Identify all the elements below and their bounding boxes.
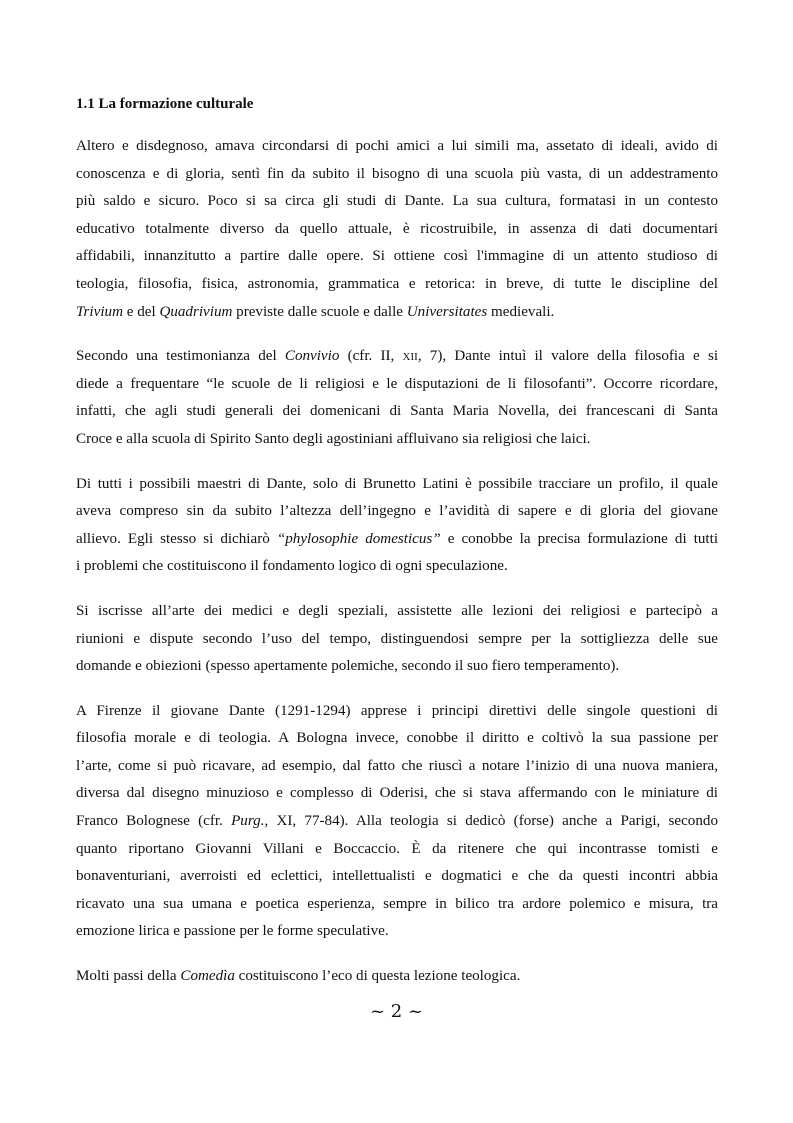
- paragraph: [76, 133, 718, 326]
- text-line: [76, 398, 718, 426]
- paragraph: [76, 343, 718, 453]
- text-line: [76, 808, 718, 836]
- text-line: [76, 343, 718, 371]
- page-number: ~ 2 ~: [369, 1001, 424, 1022]
- text-run: infatti, che agli studi generali dei domenicani di Santa Maria Novella, dei francescani di Santa: [76, 403, 718, 420]
- text-run: l’arte, come si può ricavare, ad esempio, dal fatto che riuscì a notare l’inizio di una nuova maniera,: [76, 757, 718, 774]
- text-run: e conobbe la precisa formulazione di tutti: [440, 530, 719, 547]
- text-line: [76, 725, 718, 753]
- text-run: XI, 77-84). Alla teologia si dedicò (forse) anche a Parigi, secondo: [268, 813, 718, 830]
- text-run: educativo totalmente diverso da quello attuale, è ricostruibile, in assenza di dati documentari: [76, 220, 718, 237]
- text-run: (cfr. II,: [339, 348, 403, 365]
- text-run: riunioni e dispute secondo l’uso del tempo, distinguendosi sempre per la sottigliezza delle sue: [76, 630, 718, 647]
- text-line: [76, 498, 718, 526]
- italic-run: Universitates: [406, 303, 488, 320]
- text-run: più saldo e sicuro. Poco si sa circa gli studi di Dante. La sua cultura, formatasi in un contesto: [76, 193, 718, 210]
- italic-run: Quadrivium: [159, 303, 233, 320]
- text-line: [76, 863, 718, 891]
- text-line: [76, 918, 718, 946]
- text-run: e del: [122, 303, 160, 320]
- text-line: [76, 526, 718, 554]
- text-line: [76, 626, 718, 654]
- text-line: [76, 963, 718, 991]
- section-heading: 1.1 La formazione culturale: [76, 96, 254, 112]
- text-line: [76, 299, 718, 327]
- text-run: Croce e alla scuola di Spirito Santo degli agostiniani affluivano sia religiosi che laici.: [76, 430, 591, 447]
- text-run: Si iscrisse all’arte dei medici e degli speziali, assistette alle lezioni dei religiosi e partecipò a: [76, 602, 718, 619]
- italic-run: Comedìa: [180, 968, 235, 985]
- text-line: [76, 698, 718, 726]
- text-run: filosofia morale e di teologia. A Bologna invece, conobbe il diritto e coltivò la sua passione per: [76, 730, 718, 747]
- italic-run: Trivium: [76, 303, 123, 320]
- text-line: [76, 836, 718, 864]
- text-run: Secondo una testimonianza del: [76, 348, 285, 365]
- text-run: costituiscono l’eco di questa lezione teologica.: [234, 968, 521, 985]
- text-line: [76, 891, 718, 919]
- paragraph: [76, 698, 718, 946]
- italic-run: “phylosophie domesticus”: [276, 530, 441, 547]
- text-run: ricavato una sua umana e poetica esperienza, sempre in bilico tra ardore polemico e misura, tra: [76, 895, 718, 912]
- text-line: [76, 243, 718, 271]
- text-line: [76, 471, 718, 499]
- italic-run: Convivio: [284, 348, 340, 365]
- text-line: [76, 753, 718, 781]
- text-line: [76, 161, 718, 189]
- text-line: [76, 780, 718, 808]
- text-run: diversa dal disegno minuzioso e complesso di Oderisi, che si stava affermando con le miniature di: [76, 785, 718, 802]
- italic-run: Purg.,: [231, 813, 269, 830]
- text-line: [76, 371, 718, 399]
- text-line: [76, 216, 718, 244]
- text-run: medievali.: [487, 303, 555, 320]
- text-run: , 7), Dante intuì il valore della filosofia e si: [417, 348, 719, 365]
- text-run: conoscenza e di gloria, sentì fin da subito il bisogno di una scuola più vasta, di un addestramento: [76, 165, 718, 182]
- text-run: aveva compreso sin da subito l’altezza dell’ingegno e l’avidità di sapere e di gloria del giovane: [76, 503, 718, 520]
- text-run: i problemi che costituiscono il fondamento logico di ogni speculazione.: [76, 558, 508, 575]
- text-line: [76, 133, 718, 161]
- text-line: [76, 598, 718, 626]
- paragraph: [76, 963, 718, 991]
- text-run: Di tutti i possibili maestri di Dante, solo di Brunetto Latini è possibile tracciare un profilo, il quale: [76, 475, 718, 492]
- text-run: diede a frequentare “le scuole de li religiosi e le disputazioni de li filosofanti”. Occorre ricordare,: [76, 375, 718, 392]
- text-line: [76, 553, 718, 581]
- paragraph: [76, 598, 718, 681]
- text-run: allievo. Egli stesso si dichiarò: [76, 530, 277, 547]
- text-line: [76, 271, 718, 299]
- body-text: [76, 133, 718, 1008]
- text-run: affidabili, innanzitutto a partire dalle opere. Si ottiene così l'immagine di un attento studioso di: [76, 248, 718, 265]
- text-run: emozione lirica e passione per le forme speculative.: [76, 923, 389, 940]
- text-line: [76, 653, 718, 681]
- text-run: domande e obiezioni (spesso apertamente polemiche, secondo il suo fiero temperamento).: [76, 658, 620, 675]
- text-run: Franco Bolognese (cfr.: [76, 813, 232, 830]
- text-line: [76, 188, 718, 216]
- text-run: Altero e disdegnoso, amava circondarsi di pochi amici a lui simili ma, assetato di ideali, avido di: [76, 138, 718, 154]
- paragraph: [76, 471, 718, 581]
- text-run: previste dalle scuole e dalle: [232, 303, 407, 320]
- text-line: [76, 426, 718, 454]
- text-run: Molti passi della: [76, 968, 181, 985]
- text-run: quanto riportano Giovanni Villani e Boccaccio. È da ritenere che qui incontrasse tomisti e: [76, 840, 718, 857]
- text-run: xii: [402, 348, 418, 365]
- text-run: A Firenze il giovane Dante (1291-1294) apprese i principi direttivi delle singole questioni di: [76, 702, 718, 719]
- text-run: bonaventuriani, averroisti ed eclettici, intellettualisti e dogmatici e che da questi incontri abbia: [76, 868, 718, 885]
- text-run: teologia, filosofia, fisica, astronomia, grammatica e retorica: in breve, di tutte le discipline del: [76, 275, 718, 292]
